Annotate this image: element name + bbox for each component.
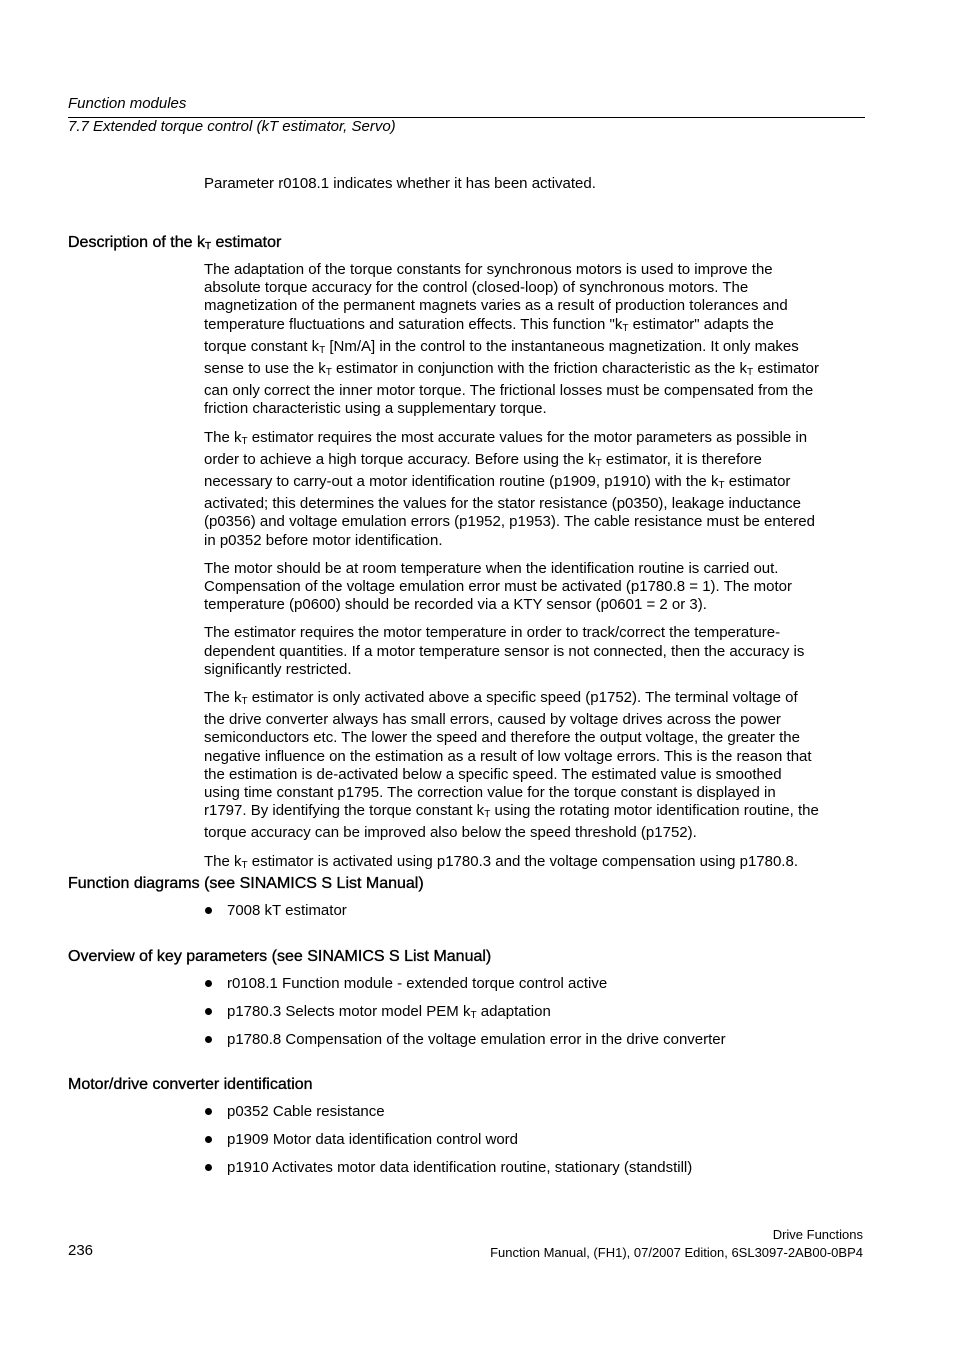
bullet-icon — [205, 980, 212, 987]
footer-book-title: Drive Functions — [772, 1227, 863, 1242]
list-item: p1780.8 Compensation of the voltage emulation error in the drive converter — [204, 1031, 726, 1059]
paragraph: The adaptation of the torque constants for synchronous motors is used to improve the absolute torque accuracy for the control (closed-loop) of synchronous motors. The magnetization of the permanent magnets varies as a result of production tolerances and temperature fluctuations and saturation effects. This function "$k_T$ estimator" adapts the torque constant $k_T$ [Nm/A] in the control to the instantaneous magnetization. It only makes sense to use the $k_T$ estimator in conjunction with the friction characteristic as the $k_T$ estimator can only correct the inner motor torque. The frictional losses must be compensated from the friction characteristic using a supplementary torque. — [204, 261, 820, 418]
kt-description-body — [204, 261, 866, 885]
footer-manual-info: Function Manual, (FH1), 07/2007 Edition, 6SL3097-2AB00-0BP4 — [490, 1245, 863, 1260]
bullet-icon — [205, 1108, 212, 1115]
running-header-chapter: Function modules — [68, 95, 187, 112]
section-heading-motor-identification: Motor/drive converter identification — [68, 1076, 313, 1093]
function-diagrams-list — [204, 902, 347, 930]
list-item: p1780.3 Selects motor model PEM $k_T$ adaptation — [204, 1003, 726, 1031]
list-item: p1909 Motor data identification control word — [204, 1131, 692, 1159]
bullet-icon — [205, 1164, 212, 1171]
intro-paragraph: Parameter r0108.1 indicates whether it has been activated. — [204, 175, 596, 192]
bullet-icon — [205, 1008, 212, 1015]
running-header-section: 7.7 Extended torque control (kT estimator, Servo) — [68, 118, 396, 135]
list-item: r0108.1 Function module - extended torque control active — [204, 975, 726, 1003]
list-item: p1910 Activates motor data identification routine, stationary (standstill) — [204, 1159, 692, 1187]
paragraph: The $k_T$ estimator requires the most accurate values for the motor parameters as possible in order to achieve a high torque accuracy. Before using the $k_T$ estimator, it is therefore necessary to carry-out a motor identification routine (p1909, p1910) with the $k_T$ estimator activated; this determines the values for the stator resistance (p0350), leakage inductance (p0356) and voltage emulation errors (p1952, p1953). The cable resistance must be entered in p0352 before motor identification. — [204, 428, 815, 549]
list-item: p0352 Cable resistance — [204, 1103, 692, 1131]
section-heading-key-parameters: Overview of key parameters (see SINAMICS S List Manual) — [68, 948, 492, 965]
section-heading-function-diagrams: Function diagrams (see SINAMICS S List Manual) — [68, 875, 424, 892]
paragraph: The $k_T$ estimator is only activated above a specific speed (p1752). The terminal voltage of the drive converter always has small errors, caused by voltage drives across the power semiconductors etc. The lower the speed and therefore the output voltage, the greater the negative influence on the estimation as a result of low voltage errors. This is the reason that the estimation is de-activated below a specific speed. The estimated value is smoothed using time constant p1795. The correction value for the torque constant is displayed in r1797. By identifying the torque constant $k_T$ using the rotating motor identification routine, the torque accuracy can be improved also below the speed threshold (p1752). — [204, 689, 819, 842]
key-parameters-list — [204, 975, 726, 1059]
paragraph: The estimator requires the motor temperature in order to track/correct the temperature- dependent quantities. If a motor temperature sensor is not connected, then the accuracy is significantly restricted. — [204, 624, 805, 678]
bullet-icon — [205, 1136, 212, 1143]
motor-identification-list — [204, 1103, 692, 1187]
paragraph: The motor should be at room temperature when the identification routine is carried out. Compensation of the voltage emulation error must be activated (p1780.8 = 1). The motor temperature (p0600) should be recorded via a KTY sensor (p0601 = 2 or 3). — [204, 559, 792, 614]
section-heading-kt-estimator: Description of the $k_T$ estimator — [68, 234, 282, 252]
paragraph: The $k_T$ estimator is activated using p1780.3 and the voltage compensation using p1780.8. — [204, 852, 798, 871]
list-item: 7008 kT estimator — [204, 902, 347, 930]
bullet-icon — [205, 907, 212, 914]
page-number: 236 — [68, 1242, 94, 1259]
bullet-icon — [205, 1036, 212, 1043]
